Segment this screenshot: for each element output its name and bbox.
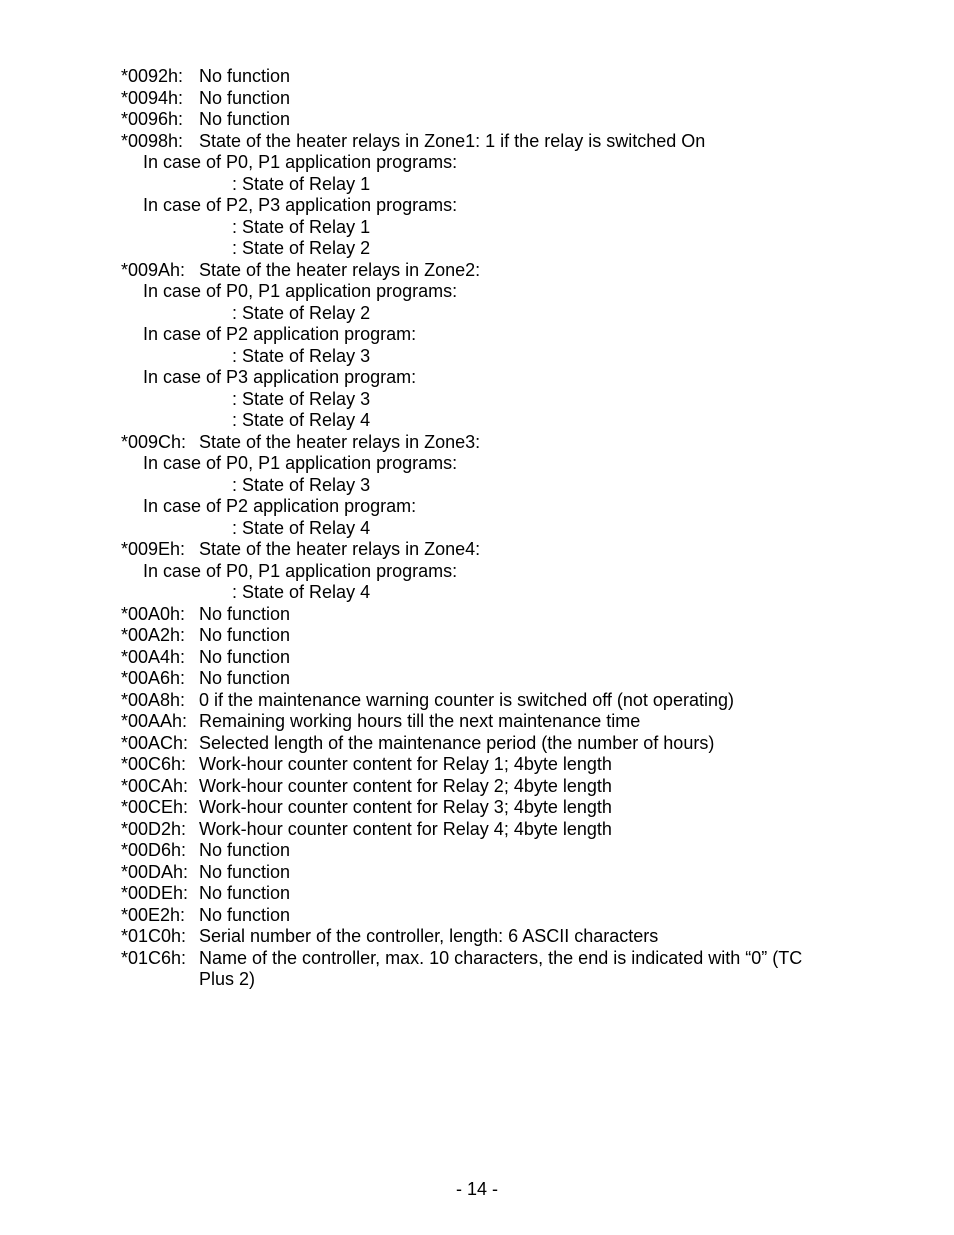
register-address: *009Eh:	[121, 539, 186, 559]
register-description: State of the heater relays in Zone1: 1 if the relay is switched On	[199, 130, 706, 151]
register-address: *00D2h:	[121, 818, 187, 839]
program-case-line: In case of P2, P3 application programs:	[143, 195, 458, 215]
register-entry	[121, 883, 841, 905]
register-description: 0 if the maintenance warning counter is switched off (not operating)	[199, 689, 734, 710]
register-description: Remaining working hours till the next maintenance time	[199, 711, 641, 731]
register-list	[121, 66, 841, 991]
register-description: No function	[199, 603, 291, 624]
relay-state-line: : State of Relay 4	[232, 582, 371, 602]
register-address: *00A8h:	[121, 689, 186, 710]
register-address: *00D6h:	[121, 840, 187, 860]
register-address: *00ACh:	[121, 732, 189, 753]
register-description: No function	[199, 883, 291, 903]
relay-state-line: : State of Relay 1	[232, 173, 371, 194]
register-address: *00A2h:	[121, 625, 186, 645]
register-entry	[121, 109, 841, 131]
register-address: *00A4h:	[121, 646, 186, 667]
relay-state-line: : State of Relay 3	[232, 474, 371, 495]
register-entry	[121, 625, 841, 647]
register-address: *00A6h:	[121, 668, 186, 688]
register-entry	[121, 432, 841, 454]
register-address: *0096h:	[121, 109, 184, 129]
register-entry	[121, 260, 841, 282]
register-entry	[121, 711, 841, 733]
register-description: No function	[199, 109, 291, 129]
register-address: *0092h:	[121, 66, 184, 86]
register-address: *01C6h:	[121, 947, 187, 968]
register-entry	[121, 926, 841, 948]
register-entry	[121, 539, 841, 561]
register-entry	[121, 754, 841, 776]
relay-state-line: : State of Relay 1	[232, 216, 371, 237]
relay-state-line: : State of Relay 4	[232, 410, 371, 430]
program-case-line: In case of P2 application program:	[143, 496, 417, 516]
page-number: - 14 -	[455, 1179, 498, 1199]
register-description: State of the heater relays in Zone2:	[199, 259, 481, 280]
register-description: Work-hour counter content for Relay 3; 4byte length	[199, 797, 612, 817]
register-entry	[121, 905, 841, 927]
register-description: Selected length of the maintenance period (the number of hours)	[199, 732, 715, 753]
register-address: *00CEh:	[121, 797, 189, 817]
register-entry	[121, 819, 841, 841]
register-address: *00A0h:	[121, 603, 186, 624]
program-case-line: In case of P2 application program:	[143, 324, 417, 344]
register-address: *00AAh:	[121, 711, 188, 731]
register-description: Serial number of the controller, length: 6 ASCII characters	[199, 926, 659, 946]
program-case-line: In case of P3 application program:	[143, 367, 417, 387]
register-entry	[121, 776, 841, 798]
register-description: No function	[199, 646, 291, 667]
program-case-line: In case of P0, P1 application programs:	[143, 560, 458, 581]
register-address: *00DEh:	[121, 883, 189, 903]
register-description: Name of the controller, max. 10 characters, the end is indicated with “0” (TC Plus 2)	[199, 947, 803, 989]
register-description: No function	[199, 840, 291, 860]
register-entry	[121, 797, 841, 819]
relay-state-line: : State of Relay 3	[232, 388, 371, 409]
register-address: *009Ah:	[121, 259, 186, 280]
register-description: No function	[199, 87, 291, 108]
register-description: Work-hour counter content for Relay 1; 4byte length	[199, 754, 612, 774]
register-address: *00DAh:	[121, 861, 189, 882]
register-address: *00E2h:	[121, 904, 186, 925]
register-description: No function	[199, 861, 291, 882]
relay-state-line: : State of Relay 2	[232, 238, 371, 258]
register-entry	[121, 88, 841, 110]
register-address: *01C0h:	[121, 926, 187, 946]
program-case-line: In case of P0, P1 application programs:	[143, 152, 458, 172]
register-address: *0094h:	[121, 87, 184, 108]
register-entry	[121, 131, 841, 153]
register-description: No function	[199, 904, 291, 925]
register-entry	[121, 948, 841, 991]
register-entry	[121, 604, 841, 626]
program-case-line: In case of P0, P1 application programs:	[143, 453, 458, 473]
register-entry	[121, 668, 841, 690]
relay-state-line: : State of Relay 4	[232, 517, 371, 538]
register-description: No function	[199, 66, 291, 86]
register-description: State of the heater relays in Zone4:	[199, 539, 481, 559]
register-entry	[121, 66, 841, 88]
register-description: Work-hour counter content for Relay 2; 4byte length	[199, 775, 612, 796]
register-description: State of the heater relays in Zone3:	[199, 431, 481, 452]
register-description: No function	[199, 668, 291, 688]
register-entry	[121, 690, 841, 712]
register-entry	[121, 840, 841, 862]
register-entry	[121, 733, 841, 755]
register-address: *0098h:	[121, 130, 184, 151]
register-entry	[121, 862, 841, 884]
register-description: No function	[199, 625, 291, 645]
relay-state-line: : State of Relay 2	[232, 302, 371, 323]
relay-state-line: : State of Relay 3	[232, 345, 371, 366]
register-entry	[121, 647, 841, 669]
register-address: *00CAh:	[121, 775, 189, 796]
program-case-line: In case of P0, P1 application programs:	[143, 281, 458, 301]
register-address: *009Ch:	[121, 431, 187, 452]
register-description: Work-hour counter content for Relay 4; 4byte length	[199, 818, 612, 839]
register-address: *00C6h:	[121, 754, 187, 774]
